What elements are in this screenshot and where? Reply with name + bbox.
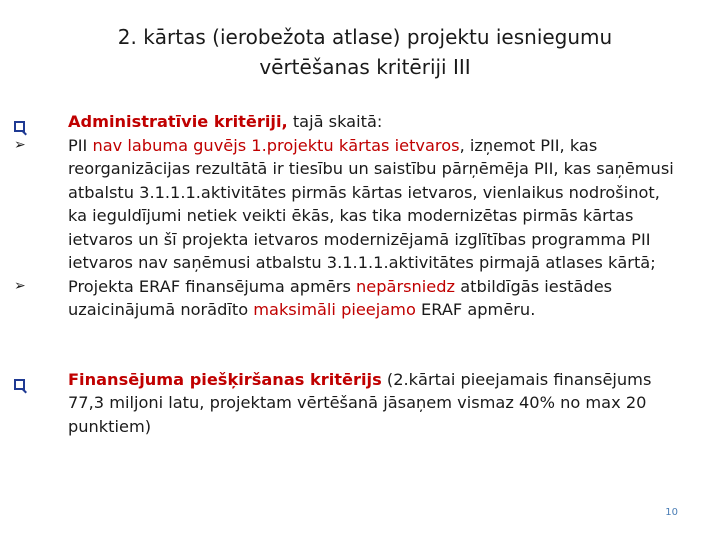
item2-text-a: Projekta ERAF finansējuma apmērs — [68, 276, 357, 296]
checkbox-bullet-icon — [14, 368, 25, 392]
item1-text-b: , izņemot PII, kas reorganizācijas rezultātā ir tiesību un saistību pārņēmēja PII, kas saņēmusi atbalstu 3.1.1.1.aktivitātes pirmās kārtas ietvaros, vienlaikus nodrošinot, ka ieguldījumi netiek veikti ēkās, kas tika modernizētas pirmās kārtas ietvaros un šī projekta ietvaros modernizējamā izglītības programma PII ietvaros nav saņēmusi atbalstu 3.1.1.1.aktivitātes pirmajā atlases kārtā; — [68, 135, 674, 272]
administrative-criteria-suffix: tajā skaitā: — [287, 112, 383, 131]
item1-text-a: PII — [68, 135, 93, 155]
slide-content — [0, 110, 720, 438]
section-funding-text — [68, 368, 683, 439]
list-item — [0, 134, 720, 275]
checkbox-bullet-icon — [14, 110, 25, 134]
funding-criterion-label: Finansējuma piešķiršanas kritērijs — [68, 369, 382, 389]
section-funding — [0, 368, 720, 439]
title-line-2: vērtēšanas kritēriji III — [259, 55, 471, 79]
item2-highlight-2: maksimāli pieejamo — [253, 300, 416, 319]
section-spacer — [0, 322, 720, 368]
funding-criterion-details: (2.kārtai pieejamais finansējums 77,3 miljoni latu, projektam vērtēšanā jāsaņem vismaz 40% no max 20 punktiem) — [68, 369, 652, 436]
list-item-text — [68, 134, 683, 275]
page-number: 10 — [665, 507, 678, 518]
arrow-bullet-icon: ➢ — [14, 136, 26, 153]
section-administrative-heading — [68, 110, 683, 134]
section-administrative — [0, 110, 720, 134]
item2-text-c: ERAF apmēru. — [415, 300, 536, 319]
list-item — [0, 275, 720, 322]
administrative-criteria-label: Administratīvie kritēriji, — [68, 112, 288, 131]
item2-text-b: atbildīgās iestādes uzaicinājumā norādīto — [68, 276, 613, 319]
item2-highlight-1: nepārsniedz — [356, 276, 456, 296]
slide-title — [60, 22, 670, 82]
list-item-text — [68, 275, 683, 322]
title-line-1: 2. kārtas (ierobežota atlase) projektu iesniegumu — [117, 25, 613, 49]
item1-highlight: nav labuma guvējs 1.projektu kārtas ietvaros — [92, 135, 460, 155]
arrow-bullet-icon: ➢ — [14, 277, 26, 294]
